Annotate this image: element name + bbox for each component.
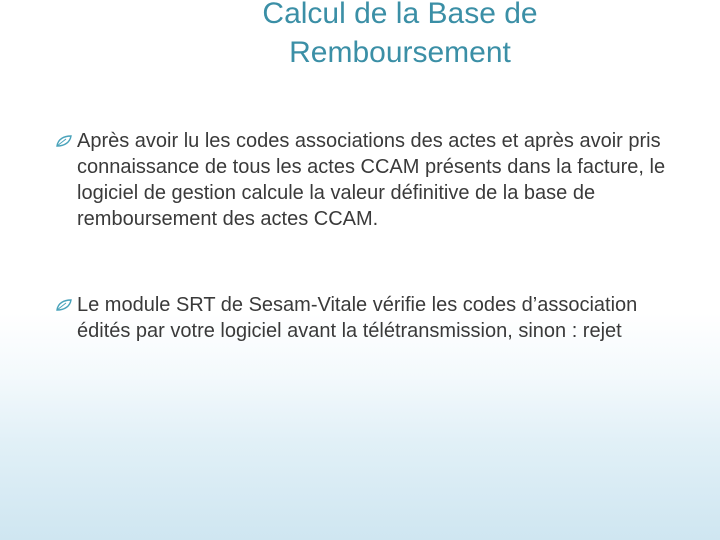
bullet-text: Le module SRT de Sesam-Vitale vérifie les codes d’association édités par votre logiciel avant la télétransmission, sinon : rejet: [77, 294, 638, 342]
leaf-bullet-icon: [56, 299, 72, 311]
bullet-item: [55, 128, 695, 232]
slide-title-line-1: Calcul de la Base de: [262, 0, 538, 30]
bullet-list: [55, 128, 695, 344]
leaf-bullet-icon: [56, 135, 72, 147]
bullet-text: Après avoir lu les codes associations des actes et après avoir pris connaissance de tous les actes CCAM présents dans la facture, le logiciel de gestion calcule la valeur définitive de la base de remboursement des actes CCAM.: [77, 130, 666, 230]
slide-title-line-2: Remboursement: [289, 36, 511, 69]
bullet-item: [55, 292, 695, 344]
slide-title: [150, 0, 650, 72]
